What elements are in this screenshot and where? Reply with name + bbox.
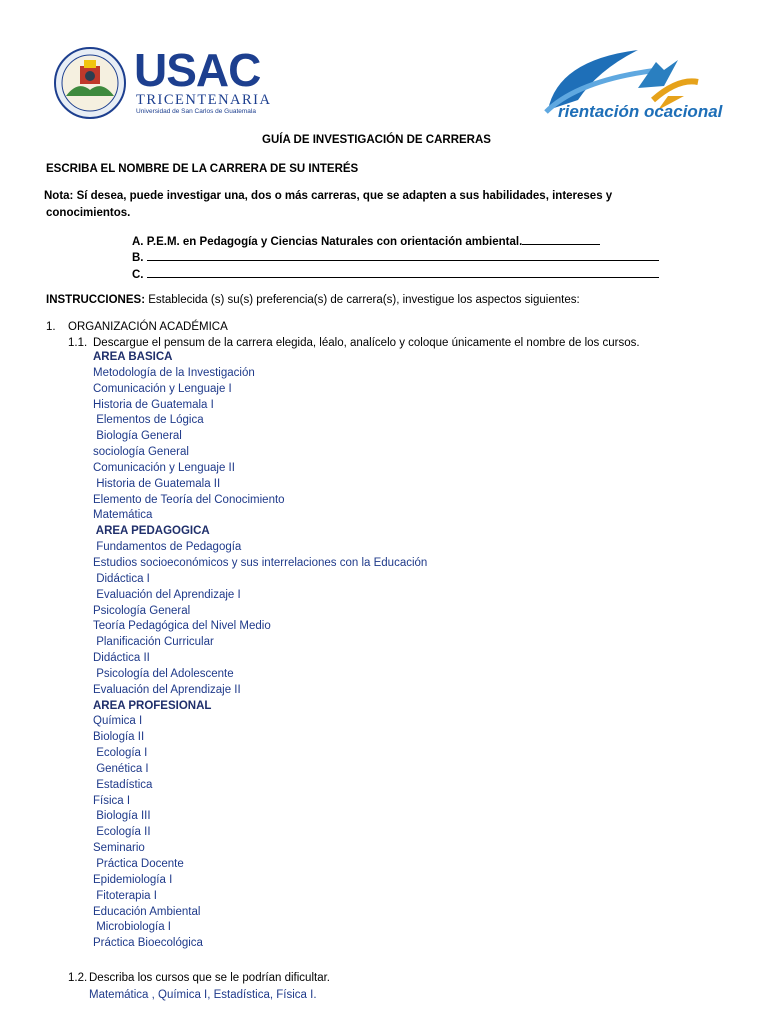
course-item: sociología General — [93, 446, 189, 459]
course-item: Fundamentos de Pedagogía — [93, 541, 242, 554]
course-area-heading: AREA PEDAGOGICA — [93, 525, 210, 538]
course-item: Metodología de la Investigación — [93, 366, 255, 379]
course-item: Comunicación y Lenguaje I — [93, 382, 232, 395]
option-c — [132, 266, 659, 284]
course-item: Ecología II — [93, 826, 151, 839]
course-item: Química I — [93, 715, 143, 728]
course-item: Psicología General — [93, 604, 191, 617]
instructions-label: INSTRUCCIONES: — [46, 294, 146, 306]
option-c-label: C. — [132, 269, 144, 281]
course-item: Ecología I — [93, 747, 148, 760]
career-prompt: ESCRIBA EL NOMBRE DE LA CARRERA DE SU INTERÉS — [46, 163, 359, 175]
course-item: Biología III — [93, 810, 151, 823]
usac-subtitle: TRICENTENARIA — [136, 92, 272, 108]
section-1-title: ORGANIZACIÓN ACADÉMICA — [68, 321, 228, 333]
note-line-1: Nota: Sí desea, puede investigar una, dos o más carreras, que se adapten a sus habilidades, intereses y — [44, 190, 613, 202]
course-item: Microbiología I — [93, 921, 171, 934]
course-item: Seminario — [93, 842, 145, 855]
course-item: Biología II — [93, 731, 145, 744]
course-item: Física I — [93, 794, 131, 807]
course-item: Fitoterapia I — [93, 889, 157, 902]
course-item: Historia de Guatemala I — [93, 398, 214, 411]
course-item: Planificación Curricular — [93, 636, 214, 649]
item-1-1-text: Descargue el pensum de la carrera elegida, léalo, analícelo y coloque únicamente el nombre de los cursos. — [93, 337, 640, 349]
course-item: Genética I — [93, 762, 149, 775]
answer-line-b — [147, 249, 659, 261]
usac-caption: Universidad de San Carlos de Guatemala — [136, 108, 256, 115]
usac-logo — [52, 46, 292, 120]
course-area-heading: AREA PROFESIONAL — [93, 699, 212, 712]
course-item: Didáctica I — [93, 572, 150, 585]
course-item: Epidemiología I — [93, 873, 173, 886]
option-b — [132, 249, 659, 267]
course-item: Teoría Pedagógica del Nivel Medio — [93, 620, 271, 633]
note-line-2: conocimientos. — [46, 207, 131, 219]
instructions — [46, 293, 580, 309]
course-item: Psicología del Adolescente — [93, 667, 234, 680]
instructions-text: Establecida (s) su(s) preferencia(s) de carrera(s), investigue los aspectos siguientes: — [145, 294, 580, 306]
option-b-label: B. — [132, 252, 144, 264]
course-item: Didáctica II — [93, 652, 150, 665]
orientacion-vocacional-logo — [538, 40, 728, 130]
item-1-2-text: Describa los cursos que se le podrían dificultar. — [89, 972, 330, 984]
course-item: Evaluación del Aprendizaje II — [93, 683, 241, 696]
course-item: Estadística — [93, 778, 153, 791]
course-area-heading: AREA BASICA — [93, 351, 173, 363]
course-item: Práctica Bioecológica — [93, 937, 203, 950]
course-item: Evaluación del Aprendizaje I — [93, 588, 241, 601]
answer-line-a — [522, 233, 600, 245]
document-title: GUÍA DE INVESTIGACIÓN DE CARRERAS — [262, 134, 491, 146]
course-item: Práctica Docente — [93, 858, 184, 870]
course-item: Biología General — [93, 430, 182, 443]
course-item: Matemática — [93, 509, 153, 522]
section-1-number: 1. — [46, 321, 56, 333]
course-item: Historia de Guatemala II — [93, 477, 221, 490]
course-item: Elementos de Lógica — [93, 414, 204, 427]
item-1-2-answer: Matemática , Química I, Estadística, Física I. — [89, 989, 317, 1001]
item-1-2-number: 1.2. — [68, 972, 88, 984]
answer-line-c — [147, 266, 659, 278]
item-1-1-number: 1.1. — [68, 337, 88, 349]
course-item: Estudios socioeconómicos y sus interrelaciones con la Educación — [93, 556, 428, 569]
course-item: Comunicación y Lenguaje II — [93, 461, 235, 474]
course-item: Elemento de Teoría del Conocimiento — [93, 493, 285, 506]
course-list — [93, 350, 427, 952]
course-item: Educación Ambiental — [93, 905, 201, 918]
usac-wordmark: USAC — [134, 44, 261, 96]
option-a-text: A. P.E.M. en Pedagogía y Ciencias Naturales con orientación ambiental. — [132, 236, 523, 248]
ov-logo-text: rientación ocacional — [558, 102, 723, 121]
